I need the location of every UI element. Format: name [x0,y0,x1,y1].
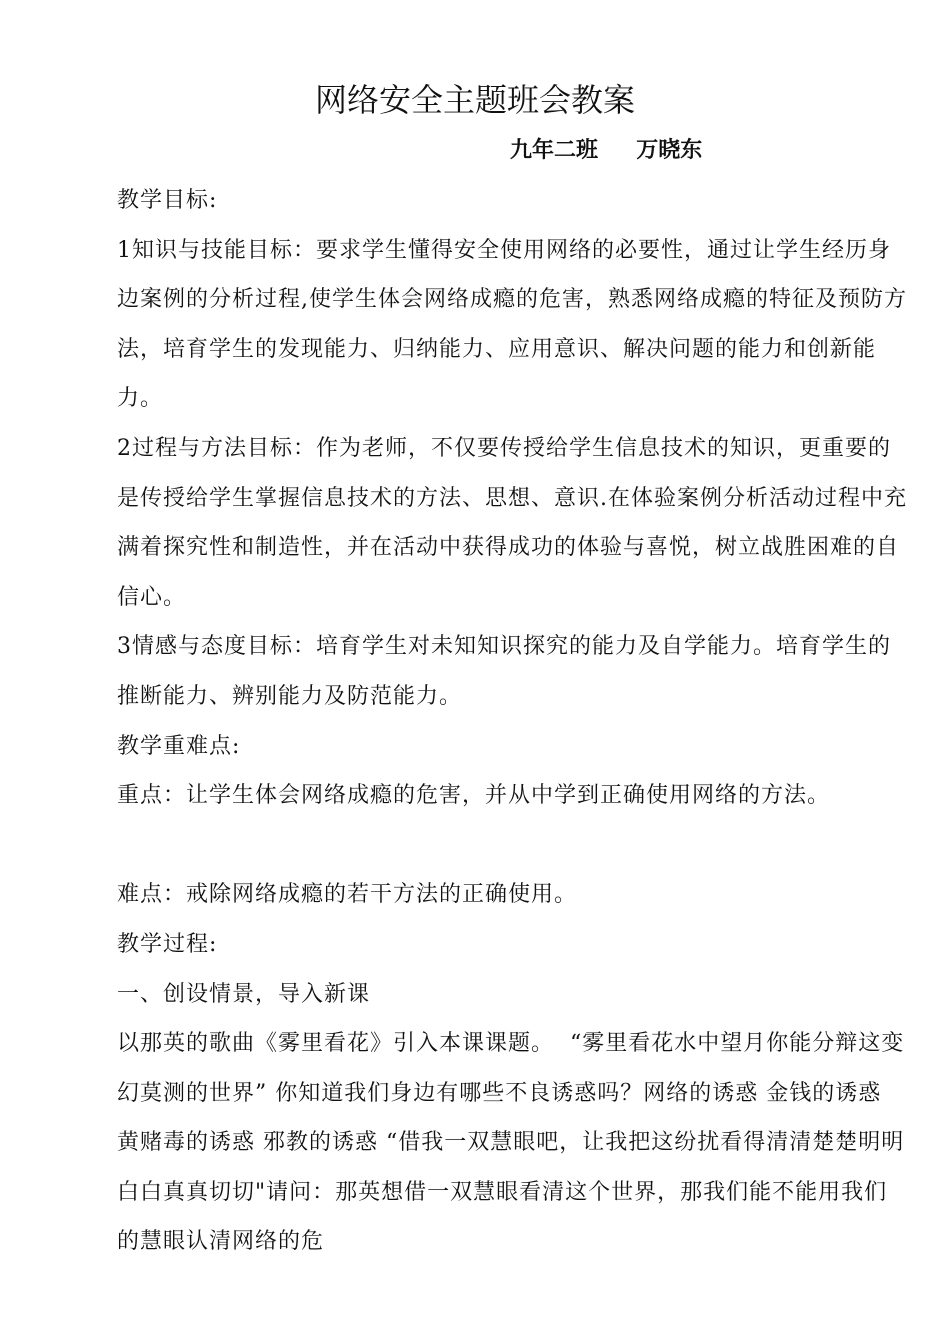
subsection-heading-intro: 一、创设情景，导入新课 [117,981,371,1007]
blank-line [117,821,907,871]
author-line: 九年二班 万晓东 [510,137,703,163]
section-heading-key-points: 教学重难点: [117,733,241,759]
document-title: 网络安全主题班会教案 [314,81,635,119]
paragraph-emotion-goal: 3情感与态度目标：培育学生对未知知识探究的能力及自学能力。培育学生的推断能力、辨别能力及防范能力。 [117,634,891,709]
document-body [117,176,907,1267]
paragraph-difficult-point: 难点：戒除网络成瘾的若干方法的正确使用。 [117,882,578,908]
section-heading-process: 教学过程: [117,931,218,957]
paragraph-knowledge-goal: 1知识与技能目标：要求学生懂得安全使用网络的必要性，通过让学生经历身边案例的分析过程,使学生体会网络成瘾的危害，熟悉网络成瘾的特征及预防方法，培育学生的发现能力、归纳能力、应用意识、解决问题的能力和创新能力。 [117,237,907,412]
paragraph-process-goal: 2过程与方法目标：作为老师，不仅要传授给学生信息技术的知识，更重要的是传授给学生掌握信息技术的方法、思想、意识.在体验案例分析活动过程中充满着探究性和制造性，并在活动中获得成功的体验与喜悦，树立战胜困难的自信心。 [117,435,907,610]
section-heading-objectives: 教学目标: [117,188,218,213]
paragraph-intro-text: 以那英的歌曲《雾里看花》引入本课课题。 “雾里看花水中望月你能分辩这变幻莫测的世界” 你知道我们身边有哪些不良诱惑吗？网络的诱惑 金钱的诱惑 黄赌毒的诱惑 邪教的诱惑 “借我一双慧眼吧，让我把这纷扰看得清清楚楚明明白白真真切切"请问：那英想借一双慧眼看清这个世界，那我们能不能用我们的慧眼认清网络的危 [117,1031,905,1255]
paragraph-key-point: 重点：让学生体会网络成瘾的危害，并从中学到正确使用网络的方法。 [117,783,831,809]
